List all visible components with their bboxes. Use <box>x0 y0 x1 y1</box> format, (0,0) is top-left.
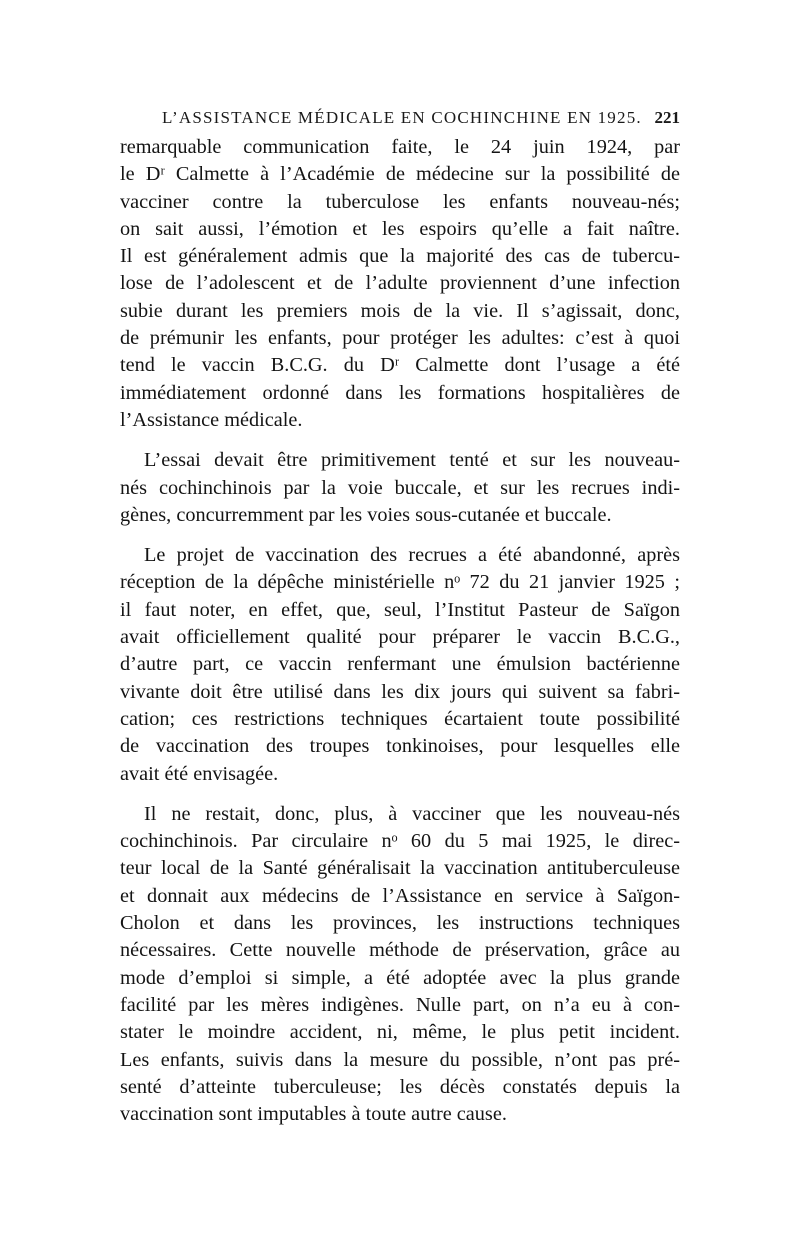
text-line: il faut noter, en effet, que, seul, l’Institut Pasteur de Saïgon <box>120 598 680 621</box>
text-line: d’autre part, ce vaccin renfermant une émulsion bactérienne <box>120 653 680 676</box>
text-line: avait été envisagée. <box>120 762 279 785</box>
text-line: senté d’atteinte tuberculeuse; les décès constatés depuis la <box>120 1075 680 1098</box>
text-line: le Dʳ Calmette à l’Académie de médecine sur la possibilité de <box>120 163 680 186</box>
text-line: vivante doit être utilisé dans les dix jours qui suivent sa fabri- <box>120 680 680 703</box>
text-line: nécessaires. Cette nouvelle méthode de préservation, grâce au <box>120 939 680 962</box>
text-line: de prémunir les enfants, pour protéger les adultes: c’est à quoi <box>120 327 680 350</box>
text-line: tend le vaccin B.C.G. du Dʳ Calmette dont l’usage a été <box>120 354 680 377</box>
text-line: subie durant les premiers mois de la vie. Il s’agissait, donc, <box>120 299 680 322</box>
text-line: vacciner contre la tuberculose les enfants nouveau-nés; <box>120 190 680 213</box>
book-page <box>120 108 680 1128</box>
text-line: cochinchinois. Par circulaire nᵒ 60 du 5 mai 1925, le direc- <box>120 830 680 853</box>
text-line: mode d’emploi si simple, a été adoptée avec la plus grande <box>120 966 680 989</box>
text-line: gènes, concurremment par les voies sous-cutanée et buccale. <box>120 503 612 526</box>
text-line: stater le moindre accident, ni, même, le plus petit incident. <box>120 1021 680 1044</box>
text-line: lose de l’adolescent et de l’adulte proviennent d’une infection <box>120 272 680 295</box>
text-line: L’essai devait être primitivement tenté et sur les nouveau- <box>144 449 680 472</box>
text-line: Il est généralement admis que la majorité des cas de tubercu- <box>120 245 680 268</box>
text-line: vaccination sont imputables à toute autre cause. <box>120 1103 507 1126</box>
text-line: Cholon et dans les provinces, les instructions techniques <box>120 912 680 935</box>
paragraph-3 <box>120 542 680 788</box>
text-line: Le projet de vaccination des recrues a été abandonné, après <box>144 544 680 567</box>
running-head <box>162 108 680 128</box>
running-title: L’ASSISTANCE MÉDICALE EN COCHINCHINE EN 1925. <box>162 108 642 127</box>
text-line: cation; ces restrictions techniques écartaient toute possibilité <box>120 707 680 730</box>
text-line: on sait aussi, l’émotion et les espoirs qu’elle a fait naître. <box>120 217 680 240</box>
paragraph-4 <box>120 801 680 1129</box>
text-line: immédiatement ordonné dans les formations hospitalières de <box>120 381 680 404</box>
text-line: nés cochinchinois par la voie buccale, et sur les recrues indi- <box>120 476 680 499</box>
text-line: réception de la dépêche ministérielle nᵒ 72 du 21 janvier 1925 ; <box>120 571 680 594</box>
text-line: facilité par les mères indigènes. Nulle part, on n’a eu à con- <box>120 993 680 1016</box>
text-line: avait officiellement qualité pour préparer le vaccin B.C.G., <box>120 626 680 649</box>
text-line: Les enfants, suivis dans la mesure du possible, n’ont pas pré- <box>120 1048 680 1071</box>
text-line: teur local de la Santé généralisait la vaccination antituberculeuse <box>120 857 680 880</box>
text-line: Il ne restait, donc, plus, à vacciner que les nouveau-nés <box>144 802 680 825</box>
body-text <box>120 134 680 1128</box>
text-line: remarquable communication faite, le 24 juin 1924, par <box>120 136 680 158</box>
paragraph-2 <box>120 447 680 529</box>
paragraph-1 <box>120 134 680 434</box>
text-line: l’Assistance médicale. <box>120 408 303 431</box>
text-line: et donnait aux médecins de l’Assistance en service à Saïgon- <box>120 884 680 907</box>
text-line: de vaccination des troupes tonkinoises, pour lesquelles elle <box>120 735 680 758</box>
page-number: 221 <box>654 108 680 127</box>
